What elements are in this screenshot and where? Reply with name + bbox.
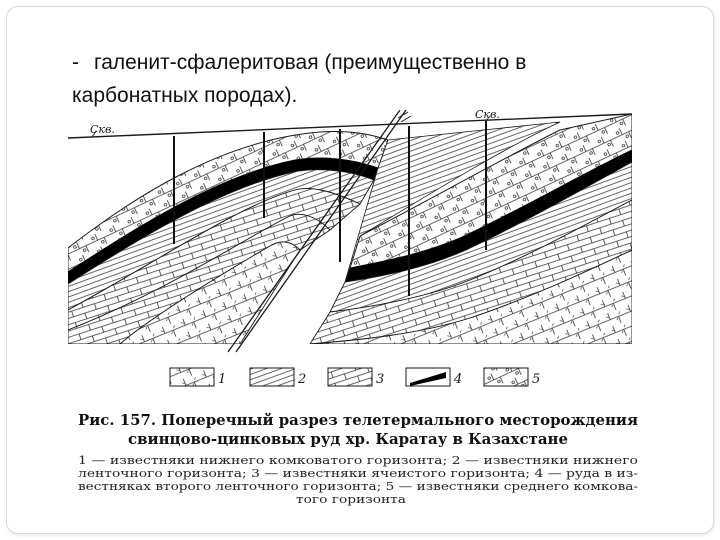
legend-number-5: 5: [532, 372, 541, 387]
heading-text-1: галенит-сфалеритовая (преимущественно в: [94, 51, 527, 74]
strata-group: [68, 114, 632, 344]
caption-text-line-2: ленточного горизонта; 3 — известняки ячеистого горизонта; 4 — руда в из-: [78, 466, 639, 480]
legend-number-1: 1: [218, 372, 227, 387]
legend: [170, 368, 540, 387]
bullet-dash: -: [72, 51, 79, 74]
caption-title-line-2: свинцово-цинковых руд хр. Каратау в Казахстане: [128, 430, 568, 448]
well-label-right: Скв.: [475, 108, 500, 121]
legend-number-3: 3: [376, 372, 385, 387]
fault-tick-marks: [398, 112, 411, 122]
legend-number-4: 4: [454, 372, 463, 387]
legend-number-2: 2: [298, 372, 307, 387]
legend-swatch-2: [250, 368, 294, 386]
well-label-left: Скв.: [90, 123, 115, 136]
caption-text-line-3: вестняках второго ленточного горизонта; 5 — известняки среднего комкова-: [78, 479, 639, 493]
legend-swatch-3: [328, 368, 372, 386]
caption-title-line-1: Рис. 157. Поперечный разрез телетермального месторождения: [78, 411, 638, 429]
figure-caption: [78, 411, 638, 506]
caption-text-line-1: 1 — известняки нижнего комковатого горизонта; 2 — известняки нижнего: [78, 453, 639, 467]
legend-swatch-5: [484, 368, 528, 386]
heading-line-2: карбонатных породах).: [72, 84, 298, 107]
caption-text-line-4: того горизонта: [296, 492, 407, 506]
legend-swatch-1: [170, 368, 214, 386]
